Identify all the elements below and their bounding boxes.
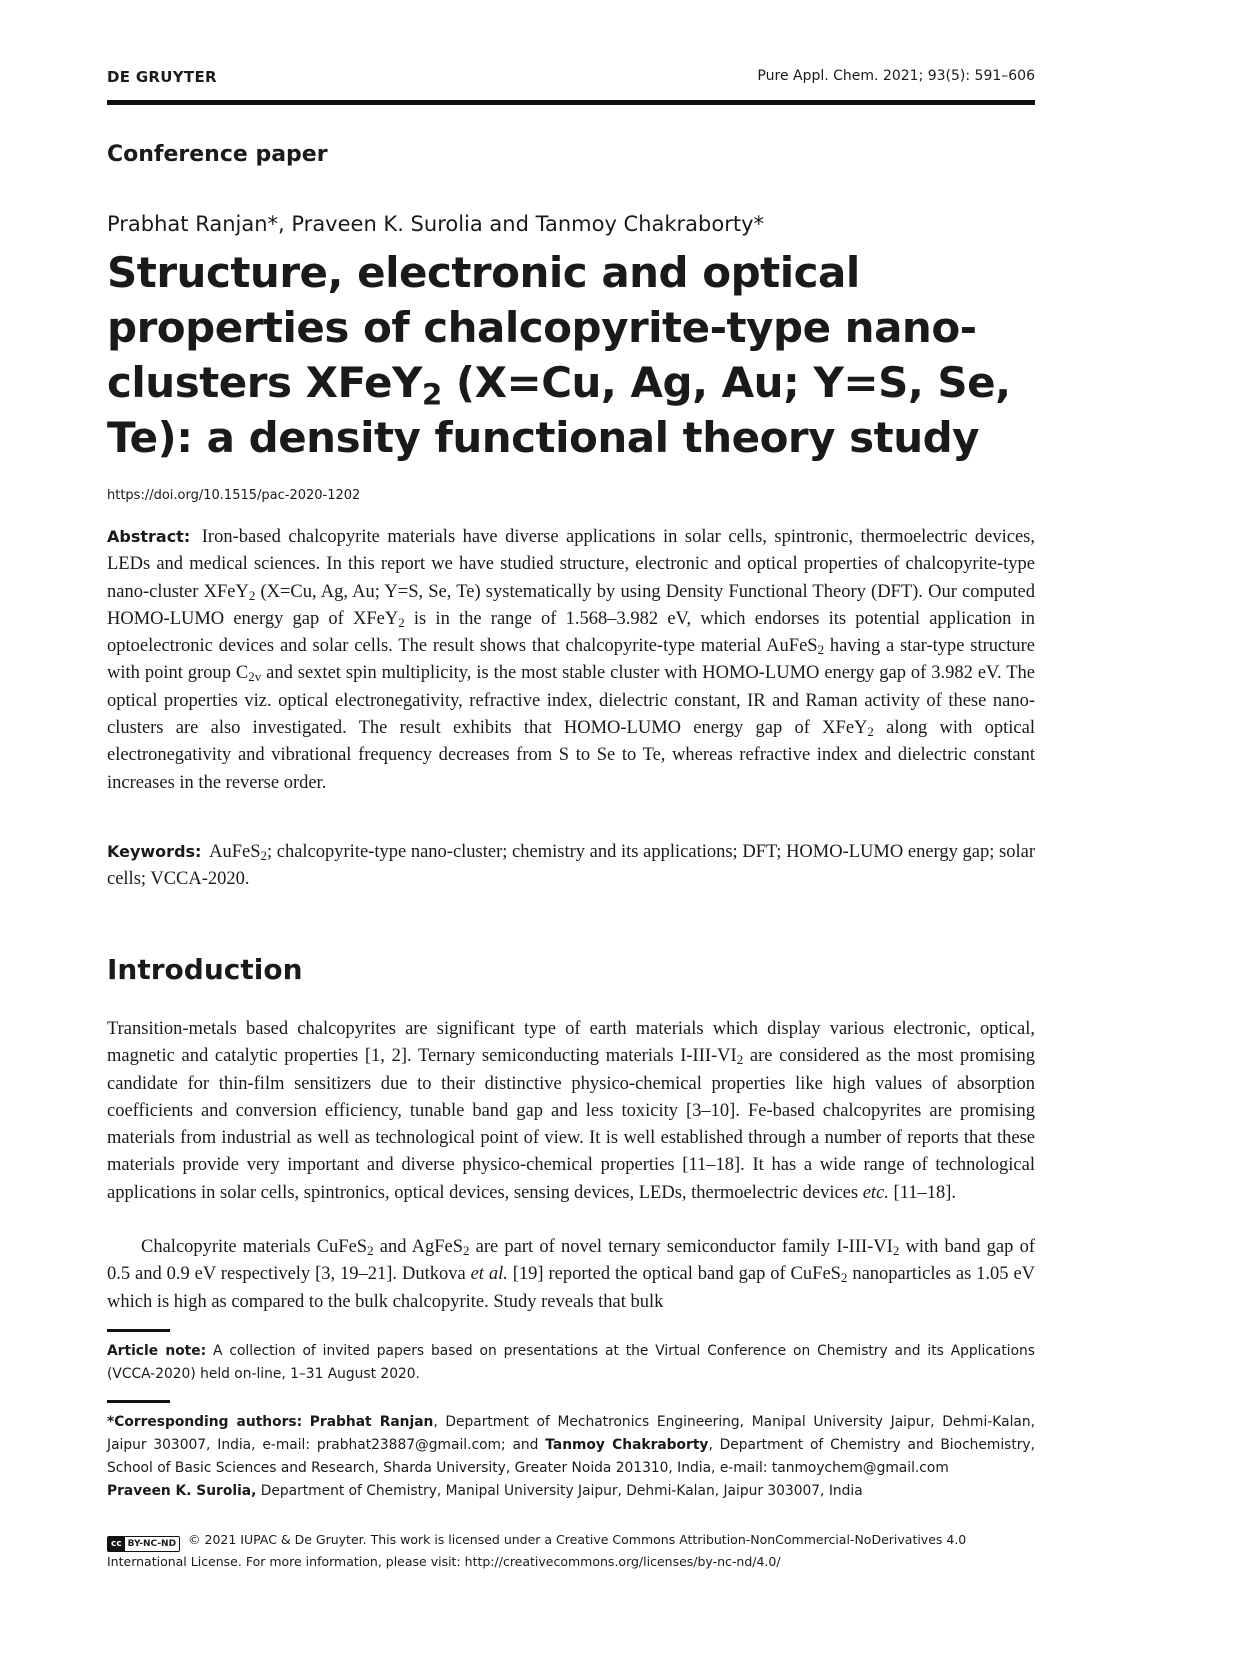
abstract: Abstract: Iron-based chalcopyrite materials have diverse applications in solar cells, spintronic, thermoelectric devices, LEDs and medical sciences. In this report we have studied structure, electronic and optical properties of chalcopyrite-type nano-cluster XFeY$_2$ (X=Cu, Ag, Au; Y=S, Se, Te) systematically by using Density Functional Theory (DFT). Our computed HOMO-LUMO energy gap of XFeY$_2$ is in the range of 1.568–3.982 eV, which endorses its potential application in optoelectronic devices and solar cells. The result shows that chalcopyrite-type material AuFeS$_2$ having a star-type structure with point group $C_{2v}$ and sextet spin multiplicity, is the most stable cluster with HOMO-LUMO energy gap of 3.982 eV. The optical properties viz. optical electronegativity, refractive index, dielectric constant, IR and Raman activity of these nano-clusters are also investigated. The result exhibits that HOMO-LUMO energy gap of XFeY$_2$ along with optical electronegativity and vibrational frequency decreases from S to Se to Te, whereas refractive index and dielectric constant increases in the reverse order. <box>107 527 1036 793</box>
intro-paragraph: Transition-metals based chalcopyrites are significant type of earth materials which display various electronic, optical, magnetic and catalytic properties [1, 2]. Ternary semiconducting materials $I-III-VI_2$ are considered as the most promising candidate for thin-film sensitizers due to their distinctive physico-chemical properties like high values of absorption coefficients and conversion efficiency, tunable band gap and less toxicity [3–10]. Fe-based chalcopyrites are promising materials from industrial as well as technological point of view. It is well established through a number of reports that these materials provide very important and diverse physico-chemical properties [11–18]. It has a wide range of technological applications in solar cells, spintronics, optical devices, sensing devices, LEDs, thermoelectric devices etc. [11–18]. <box>107 1019 1035 1203</box>
footnote-rule <box>107 1400 170 1403</box>
publisher-name: DE GRUYTER <box>107 68 217 86</box>
paper-title: Structure, electronic and optical properties of chalcopyrite-type nano-clusters XFeY$_2$ (X=Cu, Ag, Au; Y=S, Se, Te): a density functional theory study <box>107 248 1011 462</box>
header-rule <box>107 100 1035 105</box>
keywords: Keywords: AuFeS$_2$; chalcopyrite-type nano-cluster; chemistry and its applications; DFT; HOMO-LUMO energy gap; solar cells; VCCA-2020. <box>107 842 1035 890</box>
license-statement: cc BY-NC-ND © 2021 IUPAC & De Gruyter. This work is licensed under a Creative Commons Attribution-NonCommercial-NoDerivatives 4.0 International License. For more information, please visit: http://creativecommons.org/licenses/by-nc-nd/4.0/ <box>107 1532 967 1569</box>
doi-link[interactable]: https://doi.org/10.1515/pac-2020-1202 <box>107 488 361 503</box>
article-note: Article note: A collection of invited papers based on presentations at the Virtual Conference on Chemistry and its Applications (VCCA-2020) held on-line, 1–31 August 2020. <box>107 1343 1035 1382</box>
corresponding-authors: *Corresponding authors: Prabhat Ranjan, Department of Mechatronics Engineering, Manipal University Jaipur, Dehmi-Kalan, Jaipur 303007, India, e-mail: prabhat23887@gmail.com; and Tanmoy Chakraborty, Department of Chemistry and Biochemistry, School of Basic Sciences and Research, Sharda University, Greater Noida 201310, India, e-mail: tanmoychem@gmail.com Praveen K. Surolia, Department of Chemistry, Manipal University Jaipur, Dehmi-Kalan, Jaipur 303007, India <box>107 1414 1035 1499</box>
cc-license-badge[interactable]: cc BY-NC-ND <box>107 1536 180 1552</box>
intro-paragraph: Chalcopyrite materials CuFeS$_2$ and AgFeS$_2$ are part of novel ternary semiconductor family $I-III-VI_2$ with band gap of 0.5 and 0.9 eV respectively [3, 19–21]. Dutkova et al. [19] reported the optical band gap of CuFeS$_2$ nanoparticles as 1.05 eV which is high as compared to the bulk chalcopyrite. Study reveals that bulk <box>107 1237 1036 1312</box>
author-list: Prabhat Ranjan*, Praveen K. Surolia and Tanmoy Chakraborty* <box>107 212 765 236</box>
footnote-rule <box>107 1329 170 1332</box>
running-header <box>107 68 1035 88</box>
keywords-label: Keywords: <box>107 842 202 861</box>
journal-citation: Pure Appl. Chem. 2021; 93(5): 591–606 <box>757 68 1035 84</box>
section-heading-introduction: Introduction <box>107 953 303 986</box>
article-type: Conference paper <box>107 142 328 167</box>
abstract-label: Abstract: <box>107 527 191 546</box>
